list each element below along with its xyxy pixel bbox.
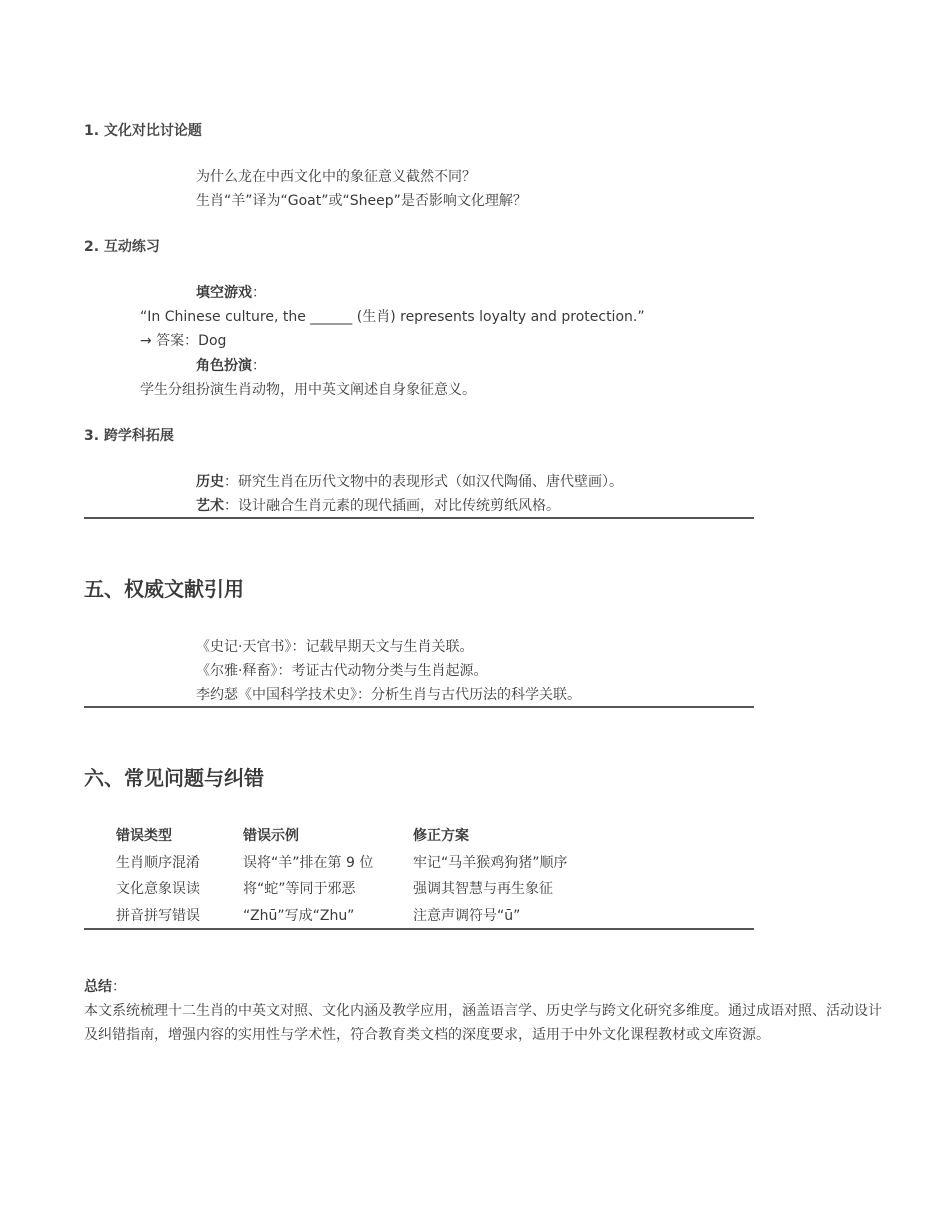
table-cell: 注意声调符号“ū” bbox=[413, 908, 521, 924]
table-cell: 误将“羊”排在第 9 位 bbox=[243, 855, 374, 871]
section-heading-interactive-practice: 2. 互动练习 bbox=[84, 239, 160, 255]
fill-game-label-line bbox=[196, 283, 266, 303]
table-cell: 文化意象误读 bbox=[116, 881, 200, 897]
table-cell: “Zhū”写成“Zhu” bbox=[243, 908, 355, 924]
list-item: 为什么龙在中西文化中的象征意义截然不同？ bbox=[196, 169, 476, 185]
summary-label: 总结 bbox=[84, 979, 112, 995]
fill-answer: → 答案：Dog bbox=[140, 333, 227, 349]
divider bbox=[84, 517, 754, 519]
section-title-references: 五、权威文献引用 bbox=[84, 577, 244, 601]
colon: ： bbox=[112, 979, 126, 995]
section-heading-interdisciplinary: 3. 跨学科拓展 bbox=[84, 428, 174, 444]
fill-sentence: “In Chinese culture, the ______ (生肖) represents loyalty and protection.” bbox=[140, 309, 645, 325]
table-cell: 生肖顺序混淆 bbox=[116, 855, 200, 871]
role-play-text: 学生分组扮演生肖动物，用中英文阐述自身象征意义。 bbox=[140, 382, 476, 398]
divider bbox=[84, 706, 754, 708]
table-cell: 拼音拼写错误 bbox=[116, 908, 200, 924]
history-label: 历史 bbox=[196, 474, 224, 490]
art-label: 艺术 bbox=[196, 498, 224, 514]
table-cell: 将“蛇”等同于邪恶 bbox=[243, 881, 356, 897]
list-item: 生肖“羊”译为“Goat”或“Sheep”是否影响文化理解？ bbox=[196, 193, 527, 209]
reference-item: 《尔雅·释畜》：考证古代动物分类与生肖起源。 bbox=[196, 663, 488, 679]
table-cell: 牢记“马羊猴鸡狗猪”顺序 bbox=[413, 855, 568, 871]
table-header-error-example: 错误示例 bbox=[243, 828, 299, 844]
art-text: ：设计融合生肖元素的现代插画，对比传统剪纸风格。 bbox=[224, 498, 560, 514]
role-play-label-line bbox=[196, 356, 266, 376]
summary-text: 本文系统梳理十二生肖的中英文对照、文化内涵及教学应用，涵盖语言学、历史学与跨文化研究多维度。通过成语对照、活动设计及纠错指南，增强内容的实用性与学术性，符合教育类文档的深度要求，适用于中外文化课程教材或文库资源。 bbox=[84, 1003, 882, 1043]
table-header-error-type: 错误类型 bbox=[116, 828, 172, 844]
section-title-faq: 六、常见问题与纠错 bbox=[84, 766, 264, 790]
history-text: ：研究生肖在历代文物中的表现形式（如汉代陶俑、唐代壁画）。 bbox=[224, 474, 623, 490]
colon: ： bbox=[252, 358, 266, 374]
table-cell: 强调其智慧与再生象征 bbox=[413, 881, 553, 897]
summary-label-line bbox=[84, 977, 126, 997]
reference-item: 《史记·天官书》：记载早期天文与生肖关联。 bbox=[196, 639, 474, 655]
history-item bbox=[196, 472, 623, 492]
colon: ： bbox=[252, 285, 266, 301]
table-header-correction: 修正方案 bbox=[413, 828, 469, 844]
fill-game-label: 填空游戏 bbox=[196, 285, 252, 301]
divider bbox=[84, 928, 754, 930]
section-heading-culture-comparison: 1. 文化对比讨论题 bbox=[84, 123, 202, 139]
reference-item: 李约瑟《中国科学技术史》：分析生肖与古代历法的科学关联。 bbox=[196, 687, 581, 703]
art-item bbox=[196, 496, 560, 516]
role-play-label: 角色扮演 bbox=[196, 358, 252, 374]
